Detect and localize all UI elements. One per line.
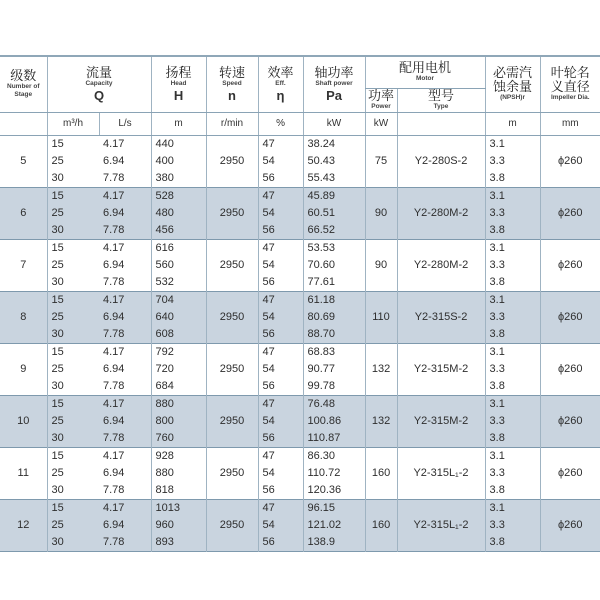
capacity-m3h-cell: 25 [47,205,99,222]
shaft-power-cell: 77.61 [303,274,365,292]
head-cell: 760 [151,430,206,448]
shaft-power-cell: 38.24 [303,135,365,153]
speed-cell: 2950 [206,187,258,239]
impeller-dia-cell: ϕ260 [540,135,600,187]
unit-cell: kW [365,112,397,135]
table-row [0,222,600,240]
efficiency-cell: 54 [258,257,303,274]
capacity-ls-cell: 6.94 [103,466,125,479]
impeller-dia-cell: ϕ260 [540,447,600,499]
capacity-ls-cell: 7.78 [99,534,151,552]
table-row [0,274,600,292]
table-row [0,239,600,257]
capacity-m3h-cell: 30 [47,430,99,448]
head-cell: 880 [151,395,206,413]
stage-group [0,135,600,187]
unit-cell: mm [540,112,600,135]
efficiency-cell: 47 [258,135,303,153]
efficiency-cell: 47 [258,187,303,205]
npsh-cell: 3.1 [485,499,540,517]
capacity-ls-cell: 4.17 [103,137,125,150]
efficiency-cell: 54 [258,413,303,430]
shaft-power-cell: 50.43 [303,153,365,170]
head-cell: 560 [151,257,206,274]
capacity-ls-cell: 7.78 [99,326,151,344]
table-row [0,482,600,500]
stage-group [0,499,600,551]
capacity-m3h-cell: 30 [47,274,99,292]
stage-cell: 12 [0,499,47,551]
motor-type-cell: Y2-280M-2 [397,187,485,239]
efficiency-cell: 56 [258,482,303,500]
efficiency-cell: 47 [258,343,303,361]
npsh-cell: 3.3 [485,361,540,378]
npsh-cell: 3.3 [485,205,540,222]
efficiency-cell: 56 [258,222,303,240]
table-row [0,395,600,413]
shaft-power-cell: 138.9 [303,534,365,552]
motor-type-cell: Y2-315L₁-2 [397,447,485,499]
efficiency-cell: 56 [258,534,303,552]
npsh-cell: 3.1 [485,343,540,361]
head-cell: 380 [151,170,206,188]
capacity-m3h-cell: 30 [47,326,99,344]
stage-cell: 5 [20,154,27,167]
capacity-m3h-cell: 15 [47,447,99,465]
shaft-power-cell: 53.53 [303,239,365,257]
shaft-power-cell: 66.52 [303,222,365,240]
npsh-cell: 3.3 [485,517,540,534]
npsh-cell: 3.8 [485,274,540,292]
head-cell: 928 [151,447,206,465]
table-row [0,187,600,205]
motor-type-cell: Y2-315M-2 [397,395,485,447]
unit-cell: L/s [99,112,151,135]
capacity-ls-cell: 7.78 [103,379,125,392]
npsh-cell: 3.8 [485,378,540,396]
npsh-cell: 3.1 [485,447,540,465]
capacity-ls-cell: 6.94 [99,413,151,430]
capacity-m3h-cell: 15 [47,239,99,257]
stage-cell: 8 [0,291,47,343]
efficiency-cell: 56 [258,430,303,448]
motor-power-cell: 160 [365,499,397,551]
header-motor-type: 型号 Type [397,88,485,112]
capacity-m3h-cell: 30 [47,222,99,240]
motor-type-cell: Y2-280S-2 [397,135,485,187]
efficiency-cell: 47 [258,499,303,517]
npsh-cell: 3.8 [485,534,540,552]
capacity-m3h-cell: 30 [47,378,99,396]
shaft-power-cell: 90.77 [303,361,365,378]
shaft-power-cell: 121.02 [303,517,365,534]
table-row [0,534,600,552]
header-shaft-power: 轴功率 Shaft power Pa [303,56,365,112]
header-npsh: 必需汽 蚀余量 (NPSH)r [485,56,540,112]
unit-cell: m [485,112,540,135]
npsh-cell: 3.3 [485,257,540,274]
shaft-power-cell: 70.60 [303,257,365,274]
head-cell: 1013 [151,499,206,517]
head-cell: 704 [151,291,206,309]
capacity-ls-cell: 4.17 [103,241,125,254]
capacity-ls-cell: 7.78 [103,171,125,184]
efficiency-cell: 54 [258,309,303,326]
capacity-ls-cell: 7.78 [99,222,151,240]
speed-cell: 2950 [206,291,258,343]
table-row [0,135,600,153]
stage-cell: 10 [0,395,47,447]
head-cell: 684 [151,378,206,396]
table-row [0,153,600,170]
stage-group [0,187,600,239]
head-cell: 616 [151,239,206,257]
capacity-m3h-cell: 25 [47,517,99,534]
table-row [0,343,600,361]
head-cell: 800 [151,413,206,430]
header-stage: 级数 Number of Stage [0,56,47,112]
capacity-ls-cell: 4.17 [99,499,151,517]
npsh-cell: 3.8 [485,222,540,240]
head-cell: 528 [151,187,206,205]
table-row [0,413,600,430]
capacity-m3h-cell: 15 [47,291,99,309]
speed-cell: 2950 [206,395,258,447]
capacity-m3h-cell: 30 [47,170,99,188]
impeller-dia-cell: ϕ260 [540,239,600,291]
table-row [0,257,600,274]
npsh-cell: 3.1 [485,291,540,309]
capacity-m3h-cell: 15 [47,135,99,153]
efficiency-cell: 47 [258,239,303,257]
capacity-ls-cell: 6.94 [99,205,151,222]
motor-power-cell: 160 [365,447,397,499]
capacity-m3h-cell: 15 [47,395,99,413]
capacity-m3h-cell: 25 [47,153,99,170]
efficiency-cell: 47 [258,291,303,309]
capacity-ls-cell: 4.17 [103,345,125,358]
capacity-m3h-cell: 25 [47,309,99,326]
capacity-ls-cell: 4.17 [99,395,151,413]
capacity-ls-cell: 7.78 [103,483,125,496]
capacity-ls-cell: 6.94 [99,309,151,326]
head-cell: 880 [151,465,206,482]
efficiency-cell: 56 [258,274,303,292]
units-row [0,112,600,135]
capacity-ls-cell: 4.17 [99,291,151,309]
npsh-cell: 3.1 [485,187,540,205]
stage-cell: 9 [20,362,27,375]
table-row [0,326,600,344]
head-cell: 456 [151,222,206,240]
stage-group [0,343,600,395]
head-cell: 960 [151,517,206,534]
npsh-cell: 3.1 [485,135,540,153]
table-row [0,291,600,309]
unit-cell: kW [303,112,365,135]
capacity-ls-cell: 6.94 [99,517,151,534]
capacity-ls-cell: 4.17 [103,449,125,462]
shaft-power-cell: 86.30 [303,447,365,465]
table-row [0,170,600,188]
header-impeller: 叶轮名 义直径 Impeller Dia. [540,56,600,112]
motor-power-cell: 90 [365,187,397,239]
head-cell: 818 [151,482,206,500]
capacity-ls-cell: 6.94 [103,362,125,375]
head-cell: 440 [151,135,206,153]
npsh-cell: 3.8 [485,326,540,344]
npsh-cell: 3.8 [485,430,540,448]
efficiency-cell: 56 [258,326,303,344]
capacity-m3h-cell: 15 [47,343,99,361]
motor-power-cell: 110 [365,291,397,343]
unit-cell: % [258,112,303,135]
stage-cell: 11 [17,466,29,479]
motor-power-cell: 90 [365,239,397,291]
impeller-dia-cell: ϕ260 [540,343,600,395]
speed-cell: 2950 [206,343,258,395]
shaft-power-cell: 55.43 [303,170,365,188]
motor-power-cell: 75 [365,135,397,187]
head-cell: 608 [151,326,206,344]
impeller-dia-cell: ϕ260 [540,291,600,343]
capacity-m3h-cell: 30 [47,482,99,500]
npsh-cell: 3.3 [485,309,540,326]
capacity-ls-cell: 4.17 [99,187,151,205]
motor-type-cell: Y2-315L₁-2 [397,499,485,551]
stage-group [0,239,600,291]
motor-type-cell: Y2-315M-2 [397,343,485,395]
shaft-power-cell: 68.83 [303,343,365,361]
unit-cell: m³/h [47,112,99,135]
efficiency-cell: 54 [258,361,303,378]
npsh-cell: 3.8 [485,170,540,188]
shaft-power-cell: 45.89 [303,187,365,205]
npsh-cell: 3.8 [485,482,540,500]
header-capacity: 流量 Capacity Q [47,56,151,112]
capacity-m3h-cell: 25 [47,465,99,482]
efficiency-cell: 54 [258,517,303,534]
shaft-power-cell: 88.70 [303,326,365,344]
table-row [0,465,600,482]
speed-cell: 2950 [206,447,258,499]
table-row [0,309,600,326]
table-row [0,499,600,517]
shaft-power-cell: 76.48 [303,395,365,413]
shaft-power-cell: 100.86 [303,413,365,430]
npsh-cell: 3.1 [485,239,540,257]
efficiency-cell: 54 [258,205,303,222]
pump-performance-table-container [0,55,600,552]
header-motor: 配用电机 Motor [365,56,485,88]
table-row [0,378,600,396]
impeller-dia-cell: ϕ260 [540,395,600,447]
motor-type-cell: Y2-315S-2 [397,291,485,343]
impeller-dia-cell: ϕ260 [540,187,600,239]
motor-type-cell: Y2-280M-2 [397,239,485,291]
stage-cell: 7 [20,258,27,271]
efficiency-cell: 47 [258,447,303,465]
shaft-power-cell: 60.51 [303,205,365,222]
capacity-m3h-cell: 25 [47,413,99,430]
shaft-power-cell: 99.78 [303,378,365,396]
stage-group [0,395,600,447]
capacity-ls-cell: 6.94 [103,154,125,167]
efficiency-cell: 56 [258,378,303,396]
head-cell: 720 [151,361,206,378]
capacity-ls-cell: 7.78 [99,430,151,448]
efficiency-cell: 56 [258,170,303,188]
pump-performance-table [0,55,600,552]
npsh-cell: 3.3 [485,153,540,170]
head-cell: 792 [151,343,206,361]
table-row [0,205,600,222]
speed-cell: 2950 [206,135,258,187]
capacity-m3h-cell: 30 [47,534,99,552]
head-cell: 480 [151,205,206,222]
stage-group [0,447,600,499]
head-cell: 893 [151,534,206,552]
shaft-power-cell: 61.18 [303,291,365,309]
unit-cell: r/min [206,112,258,135]
header-head: 扬程 Head H [151,56,206,112]
capacity-m3h-cell: 25 [47,257,99,274]
capacity-m3h-cell: 15 [47,187,99,205]
capacity-ls-cell: 7.78 [103,275,125,288]
shaft-power-cell: 120.36 [303,482,365,500]
npsh-cell: 3.1 [485,395,540,413]
table-row [0,517,600,534]
head-cell: 640 [151,309,206,326]
header-motor-power: 功率 Power [365,88,397,112]
unit-cell: m [151,112,206,135]
capacity-m3h-cell: 15 [47,499,99,517]
stage-cell: 6 [0,187,47,239]
header-speed: 转速 Speed n [206,56,258,112]
shaft-power-cell: 80.69 [303,309,365,326]
capacity-m3h-cell: 25 [47,361,99,378]
shaft-power-cell: 96.15 [303,499,365,517]
shaft-power-cell: 110.72 [303,465,365,482]
speed-cell: 2950 [206,239,258,291]
capacity-ls-cell: 6.94 [103,258,125,271]
efficiency-cell: 54 [258,465,303,482]
table-row [0,430,600,448]
motor-power-cell: 132 [365,343,397,395]
npsh-cell: 3.3 [485,465,540,482]
stage-group [0,291,600,343]
efficiency-cell: 47 [258,395,303,413]
head-cell: 400 [151,153,206,170]
npsh-cell: 3.3 [485,413,540,430]
motor-power-cell: 132 [365,395,397,447]
speed-cell: 2950 [206,499,258,551]
impeller-dia-cell: ϕ260 [540,499,600,551]
header-efficiency: 效率 Eff. η [258,56,303,112]
shaft-power-cell: 110.87 [303,430,365,448]
efficiency-cell: 54 [258,153,303,170]
table-row [0,447,600,465]
table-row [0,361,600,378]
head-cell: 532 [151,274,206,292]
